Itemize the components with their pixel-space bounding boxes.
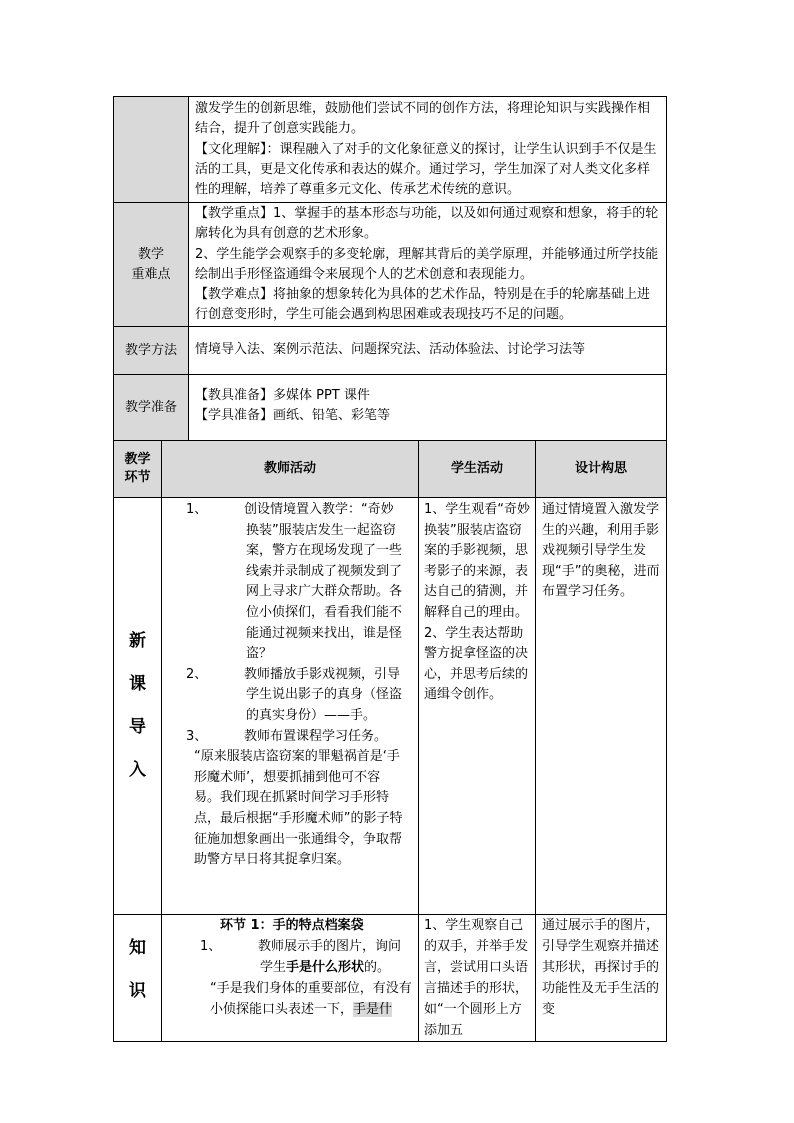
intro-student-item-1: 1、学生观看“奇妙换装”服装店盗窃案的手影视频，思考影子的来源，表达自己的猜测，并解释自己的理由。 — [424, 502, 531, 620]
knowledge-design-idea: 通过展示手的图片，引导学生观察并描述其形状，再探讨手的功能性及无手生活的变 — [536, 915, 667, 1042]
key-point-1: 【教学重点】1、掌握手的基本形态与功能，以及如何通过观察和想象，将手的轮廓转化为具有创意的艺术形象。 — [195, 206, 659, 242]
intro-teacher-quote: “原来服装店盗窃案的罪魁祸首是‘手形魔术师’，想要抓捕到他可不容易。我们现在抓紧时间学习手形特点，最后根据“手形魔术师”的影子特征施加想象画出一张通缉令，争取帮助警方早日将其捉拿归案。 — [194, 749, 403, 868]
intro-design-idea: 通过情境置入激发学生的兴趣，利用手影戏视频引导学生发现“手”的奥秘，进而布置学习任务。 — [536, 498, 667, 915]
literacy-content — [189, 97, 667, 203]
knowledge-student-activity: 1、学生观察自己的双手，并举手发言，尝试用口头语言描述手的形状，如“一个圆形上方添加五 — [419, 915, 536, 1042]
key-difficult-row — [114, 203, 667, 327]
intro-teacher-activity — [162, 498, 419, 915]
preparation-label: 教学准备 — [114, 375, 189, 441]
key-difficult-content — [189, 203, 667, 327]
intro-row — [114, 498, 667, 915]
literacy-label-cell — [114, 97, 189, 203]
literacy-row — [114, 97, 667, 203]
header-teacher: 教师活动 — [162, 441, 419, 498]
intro-teacher-item-2: 2、 教师播放手影戏视频，引导学生说出影子的真身（怪盗的真实身份）——手。 — [186, 666, 403, 723]
key-point-2: 2、学生能学会观察手的多变轮廓，理解其背后的美学原理，并能够通过所学技能绘制出手形怪盗通缉令来展现个人的艺术创意和表现能力。 — [195, 246, 659, 282]
knowledge-teacher-item-1: 1、 教师展示手的图片，询问学生手是什么形状的。 — [200, 939, 402, 975]
difficult-point: 【教学难点】将抽象的想象转化为具体的艺术作品，特别是在手的轮廓基础上进行创意变形时，学生可能会遇到构思困难或表现技巧不足的问题。 — [195, 287, 651, 323]
intro-student-activity — [419, 498, 536, 915]
intro-teacher-item-1: 1、 创设情境置入教学：“奇妙换装”服装店发生一起盗窃案，警方在现场发现了一些线索并录制成了视频发到了网上寻求广大群众帮助。各位小侦探们，看看我们能不能通过视频来找出，谁是怪盗？ — [186, 502, 403, 662]
preparation-content — [189, 375, 667, 441]
header-student: 学生活动 — [419, 441, 536, 498]
creative-practice-text: 激发学生的创新思维，鼓励他们尝试不同的创作方法，将理论知识与实践操作相结合，提升了创意实践能力。 — [195, 101, 651, 137]
knowledge-teacher-quote: “手是我们身体的重要部位，有没有小侦探能口头表述一下，手是什 — [210, 981, 412, 1017]
intro-stage: 新 课 导 入 — [114, 498, 162, 915]
method-text: 情境导入法、案例示范法、问题探究法、活动体验法、讨论学习法等 — [189, 327, 667, 375]
header-design: 设计构思 — [536, 441, 667, 498]
key-difficult-label: 教学 重难点 — [114, 203, 189, 327]
knowledge-row — [114, 915, 667, 1042]
intro-student-item-2: 2、学生表达帮助警方捉拿怪盗的决心，并思考后续的通缉令创作。 — [424, 625, 529, 703]
header-row — [114, 441, 667, 498]
knowledge-stage: 知 识 — [114, 915, 162, 1042]
method-row — [114, 327, 667, 375]
teaching-tools: 【教具准备】多媒体 PPT 课件 — [195, 388, 370, 403]
method-label: 教学方法 — [114, 327, 189, 375]
learning-tools: 【学具准备】画纸、铅笔、彩笔等 — [195, 408, 391, 424]
knowledge-teacher-activity — [162, 915, 419, 1042]
top-table — [113, 96, 667, 441]
preparation-row — [114, 375, 667, 441]
intro-teacher-item-3: 3、 教师布置课程学习任务。 — [186, 728, 388, 744]
section-title: 环节 1：手的特点档案袋 — [220, 918, 364, 933]
header-stage: 教学 环节 — [114, 441, 162, 498]
lesson-process-table — [113, 440, 667, 1042]
culture-understanding-text: 【文化理解】：课程融入了对手的文化象征意义的探讨，让学生认识到手不仅是生活的工具，更是文化传承和表达的媒介。通过学习，学生加深了对人类文化多样性的理解，培养了尊重多元文化、传承艺术传统的意识。 — [195, 141, 657, 198]
